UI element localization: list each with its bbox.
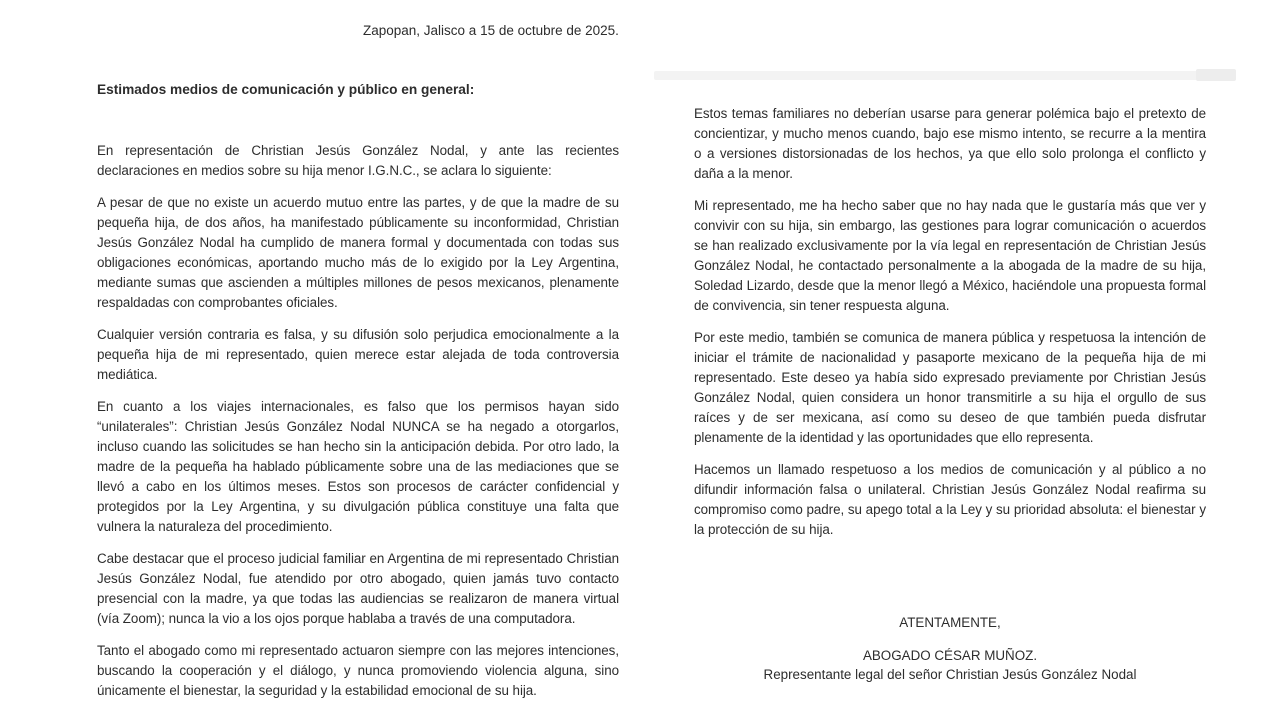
salutation-heading: Estimados medios de comunicación y público en general: — [97, 82, 475, 97]
paragraph: Estos temas familiares no deberían usarse para generar polémica bajo el pretexto de concientizar, y mucho menos cuando, bajo ese mismo intento, se recurre a la mentira o a versiones distorsionadas de los hechos, ya que ello solo prolonga el conflicto y daña a la menor. — [694, 106, 1206, 181]
date-line: Zapopan, Jalisco a 15 de octubre de 2025. — [363, 23, 619, 38]
paragraph: A pesar de que no existe un acuerdo mutuo entre las partes, y de que la madre de su pequeña hija, de dos años, ha manifestado públicamente su inconformidad, Christian Jesús González Nodal ha cumplido de manera formal y documentada con todas sus obligaciones económicas, aportando mucho más de lo exigido por la Ley Argentina, mediante sumas que ascienden a múltiples millones de pesos mexicanos, plenamente respaldadas con comprobantes oficiales. — [97, 195, 619, 310]
signatory-title: Representante legal del señor Christian Jesús González Nodal — [763, 667, 1137, 682]
signatory-name: ABOGADO CÉSAR MUÑOZ. — [862, 648, 1038, 663]
paragraph: Cabe destacar que el proceso judicial familiar en Argentina de mi representado Christian Jesús González Nodal, fue atendido por otro abogado, quien jamás tuvo contacto presencial con la madre, ya que todas las audiencias se realizaron de manera virtual (vía Zoom); nunca la vio a los ojos porque hablaba a través de una computadora. — [97, 551, 619, 626]
paragraph: Tanto el abogado como mi representado actuaron siempre con las mejores intenciones, buscando la cooperación y el diálogo, y nunca promoviendo violencia alguna, sino únicamente el bienestar, la seguridad y la estabilidad emocional de su hija. — [97, 643, 619, 698]
paragraph: Mi representado, me ha hecho saber que no hay nada que le gustaría más que ver y convivir con su hija, sin embargo, las gestiones para lograr comunicación o acuerdos se han realizado exclusivamente por la vía legal en representación de Christian Jesús González Nodal, he contactado personalmente a la abogada de la madre de su hija, Soledad Lizardo, desde que la menor llegó a México, haciéndole una propuesta formal de convivencia, sin tener respuesta alguna. — [694, 198, 1206, 313]
paragraph: Hacemos un llamado respetuoso a los medios de comunicación y al público a no difundir información falsa o unilateral. Christian Jesús González Nodal reafirma su compromiso como padre, su apego total a la Ley y su prioridad absoluta: el bienestar y la protección de su hija. — [694, 462, 1206, 537]
scan-artifact-blob — [1196, 69, 1236, 81]
closing-line: ATENTAMENTE, — [899, 615, 1001, 630]
paragraph: En representación de Christian Jesús González Nodal, y ante las recientes declaraciones en medios sobre su hija menor I.G.N.C., se aclara lo siguiente: — [97, 143, 619, 178]
left-column — [97, 141, 619, 713]
right-column — [694, 104, 1206, 552]
paragraph: En cuanto a los viajes internacionales, es falso que los permisos hayan sido “unilaterales”: Christian Jesús González Nodal NUNCA se ha negado a otorgarlos, incluso cuando las solicitudes se han hecho sin la anticipación debida. Por otro lado, la madre de la pequeña ha hablado públicamente sobre una de las mediaciones que se llevó a cabo en los últimos meses. Estos son procesos de carácter confidencial y protegidos por la Ley Argentina, y su divulgación pública constituye una falta que vulnera la naturaleza del procedimiento. — [97, 399, 619, 534]
paragraph: Por este medio, también se comunica de manera pública y respetuosa la intención de iniciar el trámite de nacionalidad y pasaporte mexicano de la pequeña hija de mi representado. Este deseo ya había sido expresado previamente por Christian Jesús González Nodal, quien considera un honor transmitirle a su hija el orgullo de sus raíces y de ser mexicana, así como su deseo de que también pueda disfrutar plenamente de la identidad y las oportunidades que ello representa. — [694, 330, 1206, 445]
scan-artifact-band — [654, 71, 1214, 80]
paragraph: Cualquier versión contraria es falsa, y su difusión solo perjudica emocionalmente a la pequeña hija de mi representado, quien merece estar alejada de toda controversia mediática. — [97, 327, 619, 382]
signature-block — [694, 613, 1206, 684]
